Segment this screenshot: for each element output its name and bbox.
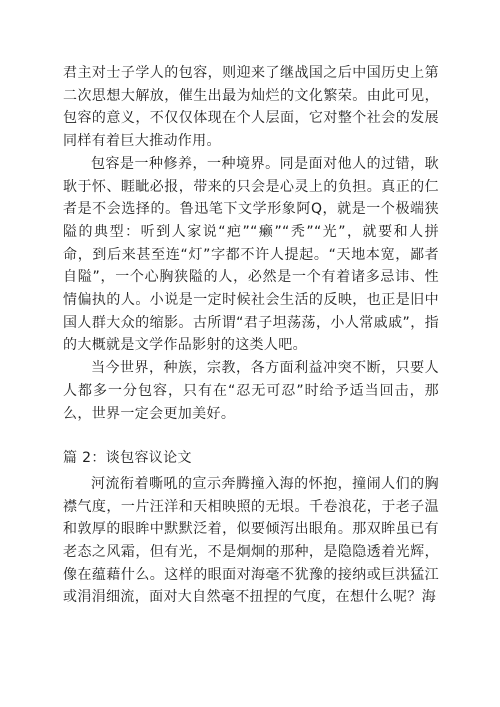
paragraph-4: 河流衔着嘶吼的宣示奔腾撞入海的怀抱，撞闹人们的胸襟气度，一片汪洋和天相映照的无垠。千卷浪花，于老子温和敦厚的眼眸中默默泛着，似要倾泻出眼角。那双眸虽已有老态之风霜，但有光，不是炯炯的那种，是隐隐透着光辉，像在蕴藉什么。这样的眼面对海毫不犹豫的接纳或巨洪猛江或涓涓细流，面对大自然毫不扭捏的气度，在想什么呢？海 (63, 475, 439, 606)
paragraph-3: 当今世界，种族，宗教，各方面利益冲突不断，只要人人都多一分包容，只有在“忍无可忍”时给予适当回击，那么，世界一定会更加美好。 (63, 360, 439, 422)
paragraph-1: 君主对士子学人的包容，则迎来了继战国之后中国历史上第二次思想大解放，催生出最为灿烂的文化繁荣。由此可见，包容的意义，不仅仅体现在个人层面，它对整个社会的发展同样有着巨大推动作用。 (63, 65, 439, 150)
section-spacer (63, 425, 439, 447)
section-heading: 篇 2：谈包容议论文 (63, 450, 192, 467)
document-body (63, 62, 439, 609)
paragraph-2: 包容是一种修养，一种境界。同是面对他人的过错，耿耿于怀、睚眦必报，带来的只会是心灵上的负担。真正的仁者是不会选择的。鲁迅笔下文学形象阿Q，就是一个极端狭隘的典型：听到人家说“疤”“癞”“秃”“光”，就要和人拼命，到后来甚至连“灯”字都不许人提起。“天地本宽，鄙者自隘”，一个心胸狭隘的人，必然是一个有着诸多忌讳、性情偏执的人。小说是一定时候社会生活的反映，也正是旧中国人群大众的缩影。古所谓“君子坦荡荡，小人常戚戚”，指的大概就是文学作品影射的这类人吧。 (63, 155, 439, 354)
